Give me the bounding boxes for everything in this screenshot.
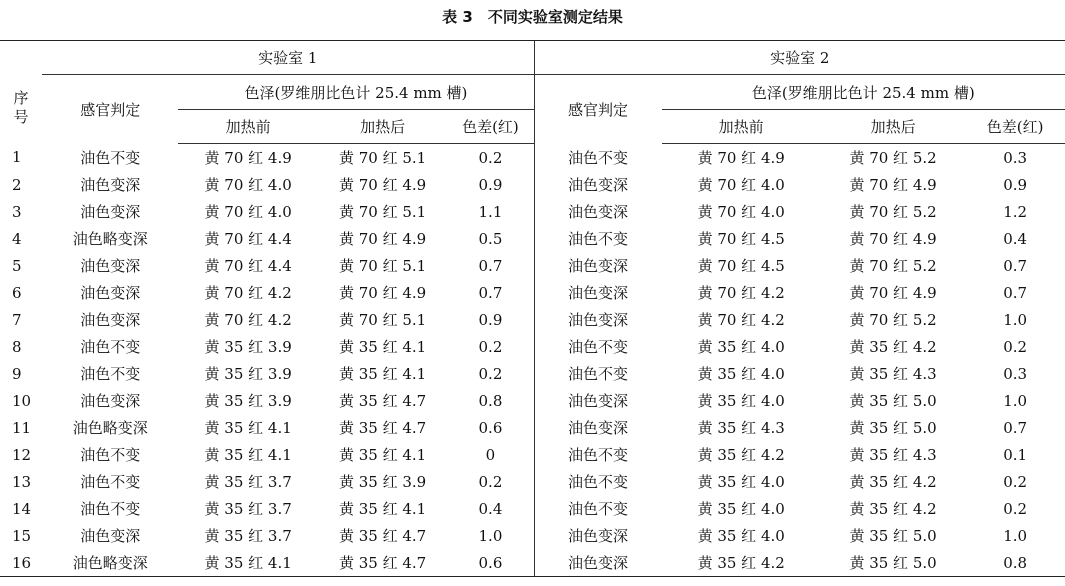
cell-diff-2: 0.2 xyxy=(1003,337,1028,356)
table-row xyxy=(0,522,1065,549)
cell-diff-2: 1.0 xyxy=(1003,526,1028,545)
cell-before-2: 黄 35 红 4.0 xyxy=(697,500,785,518)
cell-after-2: 黄 35 红 4.2 xyxy=(849,473,937,491)
cell-after-2: 黄 35 红 4.3 xyxy=(849,365,937,383)
cell-after-2: 黄 70 红 4.9 xyxy=(849,230,937,248)
cell-before-2: 黄 70 红 4.0 xyxy=(697,203,785,221)
cell-sensory-2: 油色变深 xyxy=(534,171,661,198)
cell-before-1: 黄 70 红 4.2 xyxy=(204,311,292,329)
header-lab1: 实验室 1 xyxy=(42,41,534,75)
cell-sensory-1: 油色不变 xyxy=(80,446,141,464)
cell-diff-2: 0.7 xyxy=(1003,283,1028,302)
cell-before-1: 黄 70 红 4.9 xyxy=(204,149,292,167)
cell-before-2: 黄 35 红 4.2 xyxy=(662,549,821,577)
cell-diff-2: 0.3 xyxy=(1003,148,1028,167)
cell-diff-2: 0.2 xyxy=(1003,472,1028,491)
cell-seq: 2 xyxy=(12,175,22,194)
table-row xyxy=(0,360,1065,387)
cell-before-1: 黄 70 红 4.4 xyxy=(204,257,292,275)
cell-sensory-2: 油色变深 xyxy=(534,306,661,333)
cell-seq: 7 xyxy=(12,310,22,329)
table-row xyxy=(0,225,1065,252)
cell-diff-1: 0 xyxy=(485,445,496,464)
cell-diff-2: 0.2 xyxy=(1003,499,1028,518)
header-sensory-1: 感官判定 xyxy=(80,100,141,119)
table-row xyxy=(0,333,1065,360)
cell-before-1: 黄 70 红 4.0 xyxy=(204,176,292,194)
cell-seq: 9 xyxy=(12,364,22,383)
table-row xyxy=(0,468,1065,495)
cell-after-1: 黄 35 红 4.7 xyxy=(318,549,447,577)
cell-before-1: 黄 35 红 3.7 xyxy=(204,527,292,545)
cell-before-1: 黄 35 红 3.9 xyxy=(204,392,292,410)
cell-sensory-2: 油色不变 xyxy=(534,495,661,522)
cell-after-2: 黄 35 红 5.0 xyxy=(849,392,937,410)
cell-before-1: 黄 70 红 4.2 xyxy=(204,284,292,302)
table-body xyxy=(0,144,1065,577)
header-color-1: 色泽(罗维朋比色计 25.4 mm 槽) xyxy=(178,75,534,110)
table-row xyxy=(0,414,1065,441)
cell-before-2: 黄 70 红 4.5 xyxy=(697,230,785,248)
cell-seq: 11 xyxy=(12,418,32,437)
cell-sensory-1: 油色不变 xyxy=(80,500,141,518)
cell-before-2: 黄 35 红 4.0 xyxy=(697,473,785,491)
cell-after-2: 黄 35 红 4.3 xyxy=(849,446,937,464)
header-diff-1: 色差(红) xyxy=(447,110,534,144)
cell-diff-1: 1.1 xyxy=(478,202,503,221)
cell-sensory-1: 油色变深 xyxy=(80,257,141,275)
cell-diff-1: 0.5 xyxy=(478,229,503,248)
cell-after-2: 黄 35 红 4.2 xyxy=(849,500,937,518)
cell-sensory-1: 油色变深 xyxy=(80,527,141,545)
cell-diff-1: 0.8 xyxy=(478,391,503,410)
table-row xyxy=(0,198,1065,225)
table-row xyxy=(0,279,1065,306)
table-row xyxy=(0,549,1065,577)
cell-sensory-1: 油色变深 xyxy=(80,176,141,194)
cell-after-1: 黄 35 红 4.1 xyxy=(338,365,427,383)
cell-sensory-1: 油色变深 xyxy=(80,284,141,302)
cell-after-2: 黄 35 红 5.0 xyxy=(849,419,937,437)
table-row xyxy=(0,252,1065,279)
header-seq: 序号 xyxy=(11,90,30,128)
cell-seq: 8 xyxy=(12,337,22,356)
cell-before-2: 黄 70 红 4.2 xyxy=(697,284,785,302)
results-table xyxy=(0,40,1065,577)
header-after-2: 加热后 xyxy=(821,110,965,144)
cell-after-2: 黄 70 红 5.2 xyxy=(849,203,937,221)
cell-after-1: 黄 70 红 4.9 xyxy=(338,176,427,194)
cell-seq: 15 xyxy=(12,526,32,545)
cell-after-1: 黄 70 红 5.1 xyxy=(338,149,427,167)
cell-diff-1: 0.6 xyxy=(447,549,534,577)
cell-before-2: 黄 35 红 4.2 xyxy=(697,446,785,464)
cell-diff-1: 0.7 xyxy=(478,256,503,275)
cell-diff-2: 0.7 xyxy=(1003,256,1028,275)
cell-diff-2: 0.7 xyxy=(1003,418,1028,437)
cell-diff-1: 0.7 xyxy=(478,283,503,302)
cell-seq: 4 xyxy=(12,229,22,248)
cell-sensory-2: 油色变深 xyxy=(534,549,661,577)
cell-seq: 12 xyxy=(12,445,32,464)
cell-sensory-1: 油色变深 xyxy=(80,311,141,329)
cell-before-2: 黄 70 红 4.0 xyxy=(697,176,785,194)
cell-seq: 6 xyxy=(12,283,22,302)
cell-diff-1: 0.9 xyxy=(478,175,503,194)
table-row xyxy=(0,306,1065,333)
cell-diff-1: 0.2 xyxy=(478,148,503,167)
cell-sensory-2: 油色变深 xyxy=(534,387,661,414)
cell-after-1: 黄 35 红 4.7 xyxy=(338,392,427,410)
cell-after-1: 黄 70 红 4.9 xyxy=(338,284,427,302)
cell-after-1: 黄 35 红 3.9 xyxy=(338,473,427,491)
cell-sensory-2: 油色变深 xyxy=(534,198,661,225)
header-color-2: 色泽(罗维朋比色计 25.4 mm 槽) xyxy=(662,75,1065,110)
cell-sensory-2: 油色不变 xyxy=(534,333,661,360)
cell-sensory-1: 油色不变 xyxy=(80,148,141,167)
cell-after-2: 黄 70 红 5.2 xyxy=(849,149,937,167)
cell-before-2: 黄 35 红 4.0 xyxy=(697,338,785,356)
cell-diff-1: 0.6 xyxy=(478,418,503,437)
cell-diff-1: 0.2 xyxy=(478,364,503,383)
cell-diff-1: 0.4 xyxy=(478,499,503,518)
cell-before-2: 黄 70 红 4.2 xyxy=(697,311,785,329)
header-after-1: 加热后 xyxy=(318,110,447,144)
cell-after-2: 黄 70 红 4.9 xyxy=(849,284,937,302)
cell-before-2: 黄 35 红 4.0 xyxy=(697,392,785,410)
cell-before-2: 黄 35 红 4.0 xyxy=(697,365,785,383)
cell-diff-1: 0.2 xyxy=(478,472,503,491)
cell-seq: 3 xyxy=(12,202,22,221)
cell-sensory-1: 油色略变深 xyxy=(42,549,178,577)
cell-before-1: 黄 35 红 4.1 xyxy=(204,419,292,437)
cell-after-1: 黄 70 红 4.9 xyxy=(338,230,427,248)
cell-diff-2: 1.2 xyxy=(1003,202,1028,221)
cell-sensory-2: 油色变深 xyxy=(534,414,661,441)
cell-sensory-2: 油色不变 xyxy=(534,225,661,252)
cell-diff-2: 0.8 xyxy=(965,549,1065,577)
cell-sensory-1: 油色不变 xyxy=(80,473,141,491)
cell-before-1: 黄 35 红 3.9 xyxy=(204,365,292,383)
cell-before-2: 黄 35 红 4.3 xyxy=(697,419,785,437)
cell-diff-2: 0.1 xyxy=(1003,445,1028,464)
cell-before-1: 黄 35 红 3.7 xyxy=(204,473,292,491)
cell-after-1: 黄 35 红 4.7 xyxy=(338,527,427,545)
cell-sensory-1: 油色略变深 xyxy=(72,419,148,437)
cell-sensory-1: 油色略变深 xyxy=(72,230,148,248)
cell-before-1: 黄 35 红 3.9 xyxy=(204,338,292,356)
cell-after-2: 黄 35 红 5.0 xyxy=(849,527,937,545)
cell-seq: 16 xyxy=(0,549,42,577)
cell-sensory-2: 油色不变 xyxy=(534,441,661,468)
table-title: 表 3 不同实验室测定结果 xyxy=(442,8,623,26)
cell-before-1: 黄 70 红 4.0 xyxy=(204,203,292,221)
header-lab2: 实验室 2 xyxy=(534,41,1065,75)
cell-diff-1: 0.2 xyxy=(478,337,503,356)
cell-sensory-2: 油色变深 xyxy=(534,279,661,306)
cell-diff-2: 0.4 xyxy=(1003,229,1028,248)
header-before-2: 加热前 xyxy=(662,110,821,144)
cell-before-1: 黄 35 红 4.1 xyxy=(178,549,317,577)
cell-sensory-2: 油色变深 xyxy=(534,252,661,279)
cell-sensory-2: 油色不变 xyxy=(534,144,661,172)
cell-after-2: 黄 70 红 5.2 xyxy=(849,311,937,329)
cell-sensory-2: 油色不变 xyxy=(534,360,661,387)
header-diff-2: 色差(红) xyxy=(965,110,1065,144)
cell-diff-2: 0.9 xyxy=(1003,175,1028,194)
cell-sensory-1: 油色变深 xyxy=(80,392,141,410)
cell-diff-2: 1.0 xyxy=(1003,310,1028,329)
cell-sensory-1: 油色变深 xyxy=(80,203,141,221)
cell-diff-2: 0.3 xyxy=(1003,364,1028,383)
cell-sensory-1: 油色不变 xyxy=(80,365,141,383)
cell-after-2: 黄 35 红 5.0 xyxy=(821,549,965,577)
cell-after-1: 黄 35 红 4.1 xyxy=(338,338,427,356)
table-row xyxy=(0,441,1065,468)
cell-before-1: 黄 70 红 4.4 xyxy=(204,230,292,248)
cell-sensory-2: 油色不变 xyxy=(534,468,661,495)
cell-after-1: 黄 70 红 5.1 xyxy=(338,203,427,221)
cell-before-2: 黄 70 红 4.5 xyxy=(697,257,785,275)
cell-diff-1: 1.0 xyxy=(478,526,503,545)
header-sensory-2: 感官判定 xyxy=(534,75,661,144)
cell-sensory-2: 油色变深 xyxy=(534,522,661,549)
cell-diff-2: 1.0 xyxy=(1003,391,1028,410)
cell-after-1: 黄 35 红 4.1 xyxy=(338,446,427,464)
table-row xyxy=(0,144,1065,172)
cell-before-2: 黄 35 红 4.0 xyxy=(697,527,785,545)
cell-after-2: 黄 35 红 4.2 xyxy=(849,338,937,356)
cell-after-2: 黄 70 红 4.9 xyxy=(849,176,937,194)
cell-seq: 13 xyxy=(12,472,32,491)
cell-before-1: 黄 35 红 4.1 xyxy=(204,446,292,464)
table-row xyxy=(0,171,1065,198)
table-row xyxy=(0,495,1065,522)
cell-seq: 5 xyxy=(12,256,22,275)
cell-after-1: 黄 70 红 5.1 xyxy=(338,311,427,329)
cell-after-2: 黄 70 红 5.2 xyxy=(849,257,937,275)
cell-before-2: 黄 70 红 4.9 xyxy=(697,149,785,167)
cell-after-1: 黄 35 红 4.7 xyxy=(338,419,427,437)
header-before-1: 加热前 xyxy=(178,110,317,144)
cell-diff-1: 0.9 xyxy=(478,310,503,329)
cell-after-1: 黄 35 红 4.1 xyxy=(338,500,427,518)
cell-seq: 14 xyxy=(12,499,32,518)
cell-seq: 1 xyxy=(12,148,22,167)
table-row xyxy=(0,387,1065,414)
cell-seq: 10 xyxy=(12,391,32,410)
cell-before-1: 黄 35 红 3.7 xyxy=(204,500,292,518)
cell-after-1: 黄 70 红 5.1 xyxy=(338,257,427,275)
cell-sensory-1: 油色不变 xyxy=(80,338,141,356)
